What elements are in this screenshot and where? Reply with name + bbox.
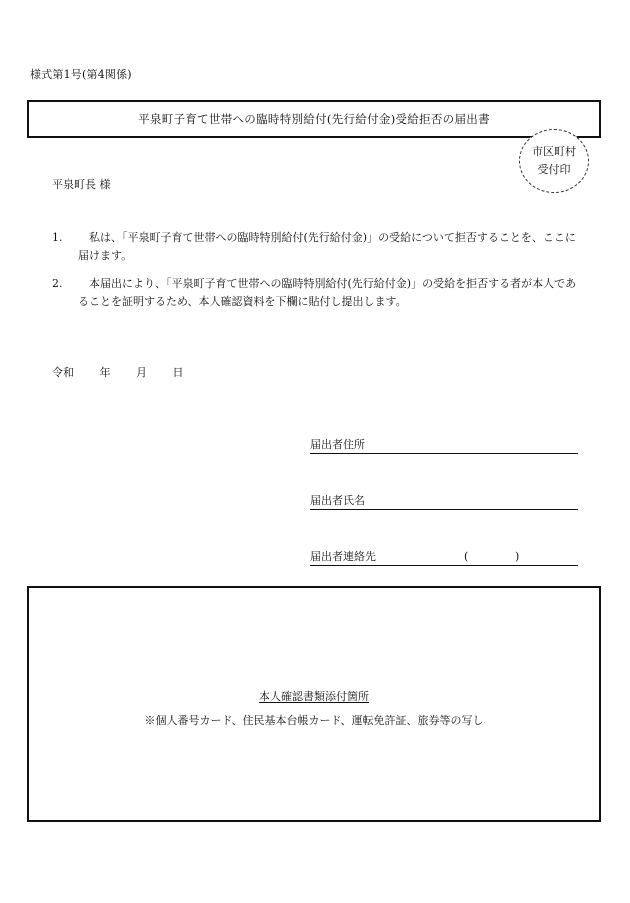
date-line (52, 364, 184, 380)
id-attachment-title: 本人確認書類添付箇所 (259, 690, 369, 703)
id-attachment-title-row (29, 688, 599, 704)
document-title: 平泉町子育て世帯への臨時特別給付(先行給付金)受給拒否の届出書 (138, 112, 490, 126)
clause-number: 1. (52, 231, 63, 244)
clause-text: 本届出により、「平泉町子育て世帯への臨時特別給付(先行給付金)」の受給を拒否する者が本人であることを証明するため、本人確認資料を下欄に貼付し提出します。 (78, 277, 577, 308)
applicant-name-label: 届出者氏名 (310, 494, 365, 507)
reception-stamp-area (519, 129, 589, 193)
id-document-attachment-area (27, 586, 601, 822)
applicant-address-label: 届出者住所 (310, 438, 365, 451)
clause-list (52, 229, 580, 321)
addressee: 平泉町長 様 (52, 178, 111, 191)
document-title-box (27, 100, 601, 138)
contact-paren-open: ( (464, 550, 469, 563)
date-month: 月 (136, 366, 147, 379)
date-day: 日 (172, 366, 184, 379)
stamp-label-line2: 受付印 (537, 163, 571, 176)
applicant-address-field[interactable] (310, 437, 578, 454)
stamp-label-line1: 市区町村 (532, 145, 576, 158)
form-number: 様式第1号(第4関係) (30, 68, 132, 81)
clause-number: 2. (52, 277, 63, 290)
id-attachment-note: ※個人番号カード、住民基本台帳カード、運転免許証、旅券等の写し (144, 714, 484, 727)
clause-item (52, 275, 580, 311)
applicant-contact-field[interactable] (310, 549, 578, 566)
date-era: 令和 (52, 366, 74, 379)
clause-text: 私は、「平泉町子育て世帯への臨時特別給付(先行給付金)」の受給について拒否することを、ここに届けます。 (78, 231, 576, 262)
applicant-contact-label: 届出者連絡先 (310, 550, 376, 563)
applicant-name-field[interactable] (310, 493, 578, 510)
date-year: 年 (99, 366, 111, 379)
contact-paren-close: ) (515, 550, 520, 563)
clause-item (52, 229, 580, 265)
